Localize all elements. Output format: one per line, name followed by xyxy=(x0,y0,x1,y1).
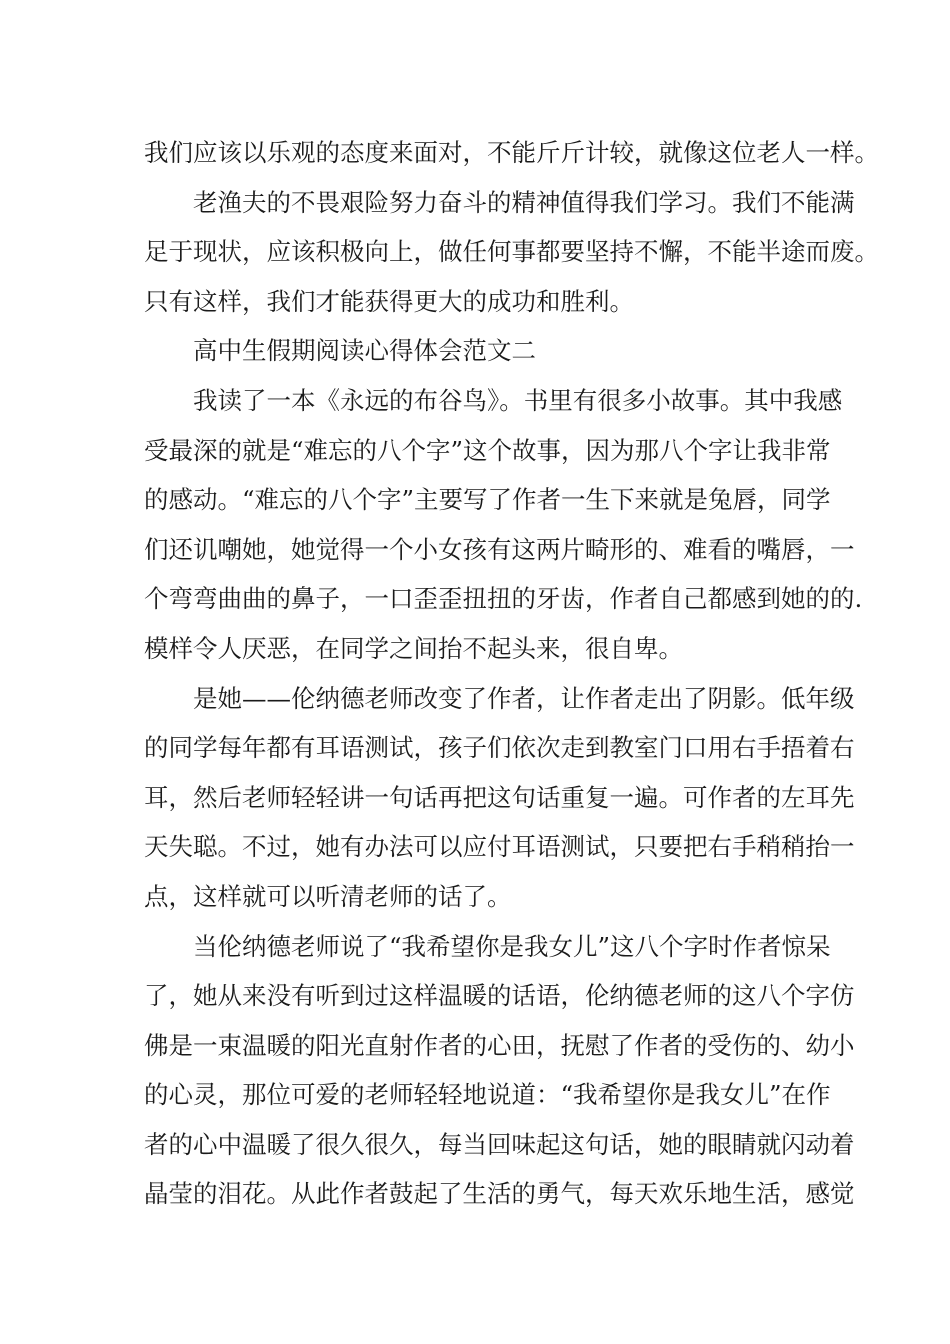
text-line: 的感动。“难忘的八个字”主要写了作者一生下来就是兔唇，同学 xyxy=(144,485,831,515)
text-line: 模样令人厌恶，在同学之间抬不起头来，很自卑。 xyxy=(144,633,683,663)
text-line: 高中生假期阅读心得体会范文二 xyxy=(193,336,536,366)
text-line: 点，这样就可以听清老师的话了。 xyxy=(144,881,512,911)
text-line: 晶莹的泪花。从此作者鼓起了生活的勇气，每天欢乐地生活，感觉 xyxy=(144,1179,855,1209)
text-line: 天失聪。不过，她有办法可以应付耳语测试，只要把右手稍稍抬一 xyxy=(144,832,855,862)
text-line: 的同学每年都有耳语测试，孩子们依次走到教室门口用右手捂着右 xyxy=(144,733,855,763)
document-body xyxy=(144,128,879,1219)
text-line: 我们应该以乐观的态度来面对，不能斤斤计较，就像这位老人一样。 xyxy=(144,138,879,167)
text-line: 佛是一束温暖的阳光直射作者的心田，抚慰了作者的受伤的、幼小 xyxy=(144,1030,855,1060)
text-line: 足于现状，应该积极向上，做任何事都要坚持不懈，不能半途而废。 xyxy=(144,237,879,267)
text-line: 受最深的就是“难忘的八个字”这个故事，因为那八个字让我非常 xyxy=(144,435,831,465)
text-line: 了，她从来没有听到过这样温暖的话语，伦纳德老师的这八个字仿 xyxy=(144,981,855,1011)
text-line: 的心灵，那位可爱的老师轻轻地说道：“我希望你是我女儿”在作 xyxy=(144,1080,831,1110)
text-line: 我读了一本《永远的布谷鸟》。书里有很多小故事。其中我感 xyxy=(193,385,843,415)
text-line: 老渔夫的不畏艰险努力奋斗的精神值得我们学习。我们不能满 xyxy=(193,187,855,217)
text-line: 耳，然后老师轻轻讲一句话再把这句话重复一遍。可作者的左耳先 xyxy=(144,782,855,812)
text-line: 个弯弯曲曲的鼻子，一口歪歪扭扭的牙齿，作者自己都感到她的的. xyxy=(144,584,863,614)
text-line: 是她——伦纳德老师改变了作者，让作者走出了阴影。低年级 xyxy=(193,683,855,713)
text-line: 只有这样，我们才能获得更大的成功和胜利。 xyxy=(144,286,634,316)
text-line: 当伦纳德老师说了“我希望你是我女儿”这八个字时作者惊呆 xyxy=(193,931,831,961)
text-line: 者的心中温暖了很久很久，每当回味起这句话，她的眼睛就闪动着 xyxy=(144,1129,855,1159)
text-line: 们还讥嘲她，她觉得一个小女孩有这两片畸形的、难看的嘴唇，一 xyxy=(144,534,855,564)
